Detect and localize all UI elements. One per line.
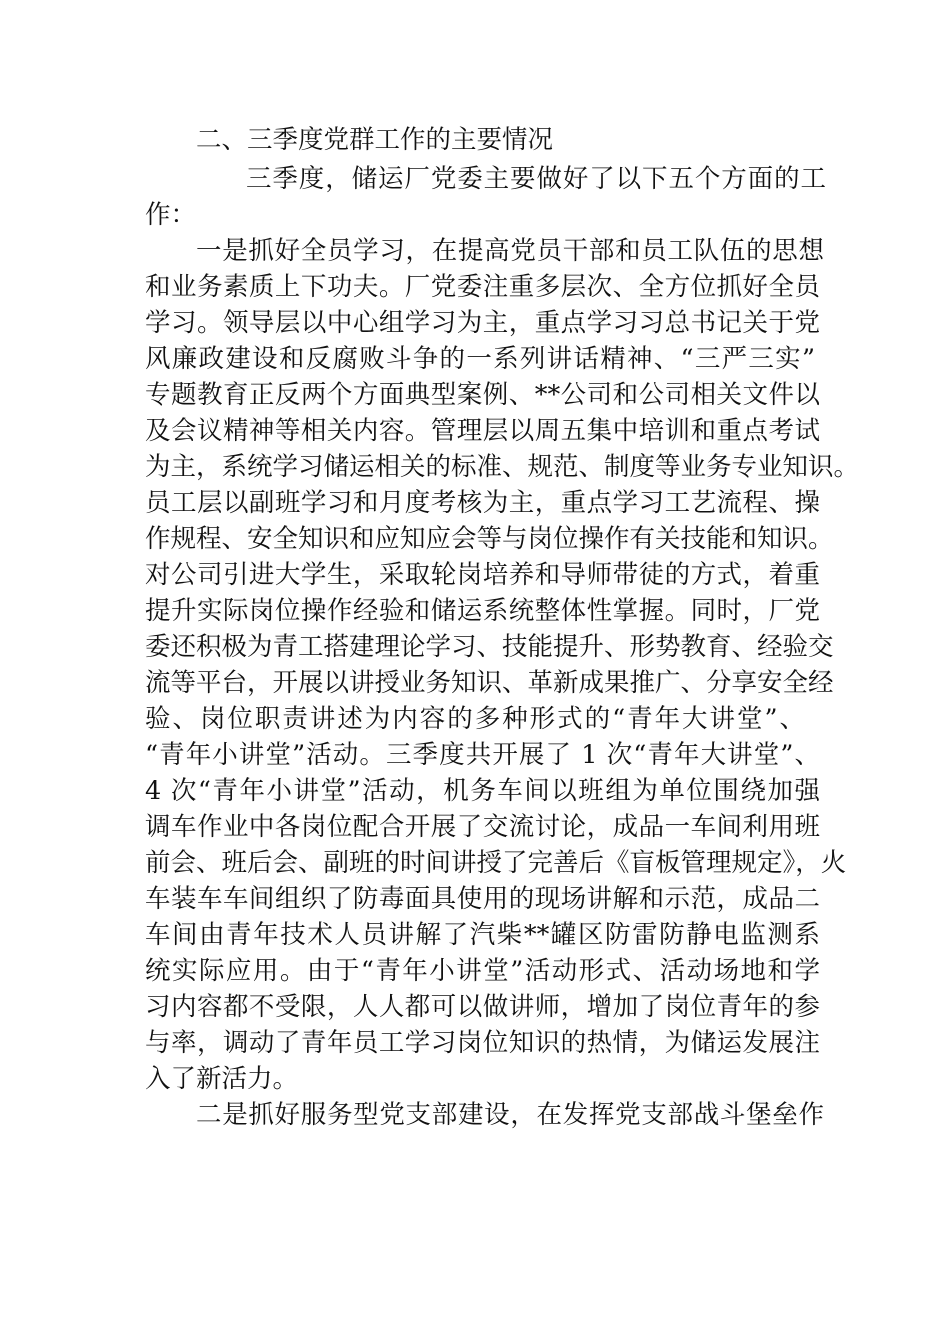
body-line: 调车作业中各岗位配合开展了交流讨论，成品一车间利用班: [145, 812, 820, 842]
body-line: 对公司引进大学生，采取轮岗培养和导师带徒的方式，着重: [145, 560, 820, 590]
body-line: 与率，调动了青年员工学习岗位知识的热情，为储运发展注: [145, 1028, 820, 1058]
body-line: 及会议精神等相关内容。管理层以周五集中培训和重点考试: [145, 416, 820, 446]
body-line: 委还积极为青工搭建理论学习、技能提升、形势教育、经验交: [145, 632, 834, 662]
body-line: 三季度，储运厂党委主要做好了以下五个方面的工: [246, 164, 826, 194]
body-line: 专题教育正反两个方面典型案例、**公司和公司相关文件以: [145, 380, 820, 410]
body-line: 入了新活力。: [145, 1064, 299, 1094]
body-line: 员工层以副班学习和月度考核为主，重点学习工艺流程、操: [145, 488, 820, 518]
body-line: 习内容都不受限，人人都可以做讲师，增加了岗位青年的参: [145, 992, 820, 1022]
body-line: 提升实际岗位操作经验和储运系统整体性掌握。同时，厂党: [145, 596, 820, 626]
paragraph-1-start: 一是抓好全员学习，在提高党员干部和员工队伍的思想: [196, 236, 824, 266]
body-line: 车间由青年技术人员讲解了汽柴**罐区防雷防静电监测系: [145, 920, 820, 950]
body-line: 流等平台，开展以讲授业务知识、革新成果推广、分享安全经: [145, 668, 834, 698]
body-line: 风廉政建设和反腐败斗争的一系列讲话精神、“三严三实”: [145, 344, 815, 374]
body-line: “青年小讲堂”活动。三季度共开展了 1 次“青年大讲堂”、: [145, 740, 820, 770]
body-line: 和业务素质上下功夫。厂党委注重多层次、全方位抓好全员: [145, 272, 820, 302]
body-line: 前会、班后会、副班的时间讲授了完善后《盲板管理规定》，火: [145, 848, 847, 878]
body-line: 为主，系统学习储运相关的标准、规范、制度等业务专业知识。: [145, 452, 860, 482]
body-line: 作：: [145, 200, 197, 230]
body-line: 验、岗位职责讲述为内容的多种形式的“青年大讲堂”、: [145, 704, 805, 734]
section-heading: 二、三季度党群工作的主要情况: [196, 125, 554, 155]
paragraph-2-start: 二是抓好服务型党支部建设，在发挥党支部战斗堡垒作: [196, 1100, 824, 1130]
body-line: 作规程、安全知识和应知应会等与岗位操作有关技能和知识。: [145, 524, 834, 554]
body-line: 车装车车间组织了防毒面具使用的现场讲解和示范，成品二: [145, 884, 820, 914]
body-line: 学习。领导层以中心组学习为主，重点学习习总书记关于党: [145, 308, 820, 338]
body-line: 4 次“青年小讲堂”活动，机务车间以班组为单位围绕加强: [145, 776, 820, 806]
body-line: 统实际应用。由于“青年小讲堂”活动形式、活动场地和学: [145, 956, 820, 986]
